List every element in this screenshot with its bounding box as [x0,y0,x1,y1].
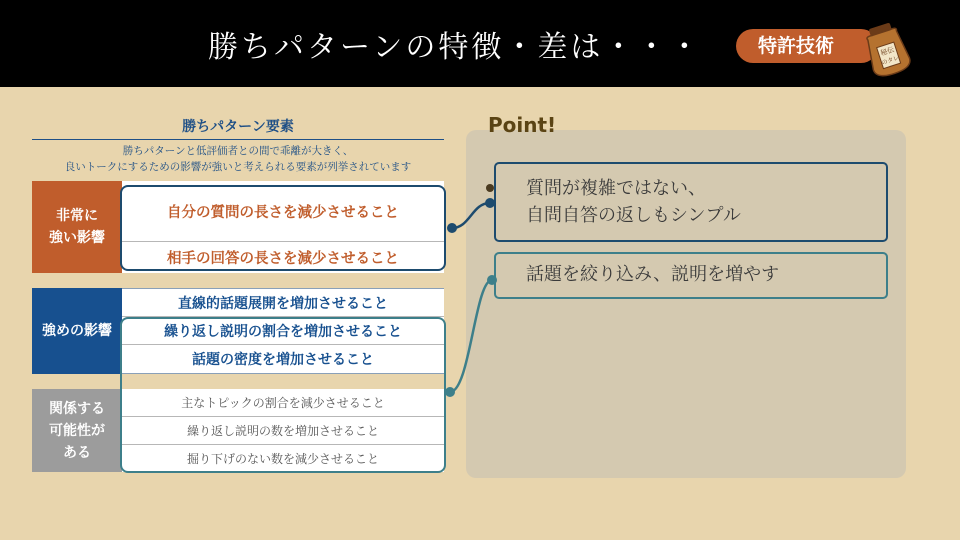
point-heading: Point! [488,113,557,137]
element-item: 主なトピックの割合を減少させること [122,389,444,416]
element-item: 自分の質問の長さを減少させること [122,181,444,241]
jar-label-bottom: のタレ [880,54,900,67]
element-item: 相手の回答の長さを減少させること [122,242,444,273]
category-label: ある [63,444,91,461]
category-label: 強めの影響 [42,323,112,339]
element-item: 繰り返し説明の数を増加させること [122,417,444,444]
connector-dot [447,223,457,233]
point-text-line: 質問が複雑ではない、 [526,178,706,199]
point-text-line: 話題を絞り込み、説明を増やす [526,264,780,285]
secret-sauce-jar-icon [858,20,920,78]
category-label: 強い影響 [49,230,105,246]
category-possible [32,389,122,472]
category-label: 非常に [56,208,98,224]
element-item: 掘り下げのない数を減少させること [122,445,444,472]
jar-label-top: 秘伝 [879,45,896,58]
category-very-strong [32,181,122,273]
title-divider [32,139,444,140]
highlight-box-secondary [120,317,446,473]
category-strong [32,288,122,374]
elements-title: 勝ちパターン要素 [182,119,294,135]
connector-dot [445,387,455,397]
description-line-2: 良いトークにするための影響が強いと考えられる要素が列挙されています [64,161,412,173]
elements-description [32,143,444,175]
element-item: 話題の密度を増加させること [122,345,444,373]
highlight-box-primary [120,185,446,271]
category-label: 関係する [49,400,105,417]
point-box-2 [494,252,888,299]
category-label: 可能性が [49,422,105,439]
slide-title: 勝ちパターンの特徴・差は・・・ [208,30,703,65]
patent-badge: 特許技術 [736,29,878,63]
element-item: 繰り返し説明の割合を増加させること [122,317,444,344]
point-box-1 [494,162,888,242]
element-item: 直線的話題展開を増加させること [122,289,444,316]
point-text-line: 自問自答の返しもシンプル [526,205,741,226]
description-line-1: 勝ちパターンと低評価者との間で乖離が大きく、 [122,145,354,157]
